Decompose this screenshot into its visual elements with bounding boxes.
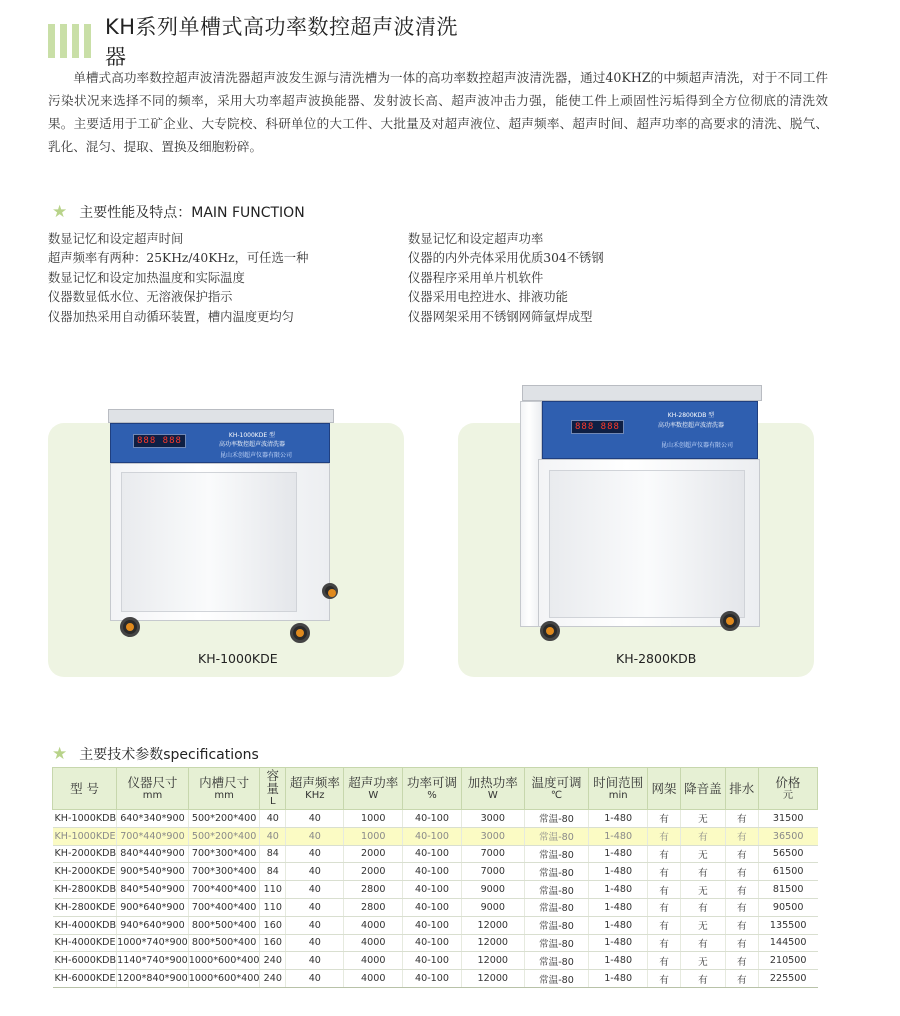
feature-item: 仪器的内外壳体采用优质304不锈钢	[408, 251, 604, 266]
table-cell: 2000	[344, 845, 403, 863]
table-cell: 840*440*900	[117, 845, 189, 863]
table-cell: 1-480	[589, 881, 648, 899]
table-cell: 有	[725, 970, 758, 988]
feature-item: 仪器网架采用不锈钢网筛氩焊成型	[408, 309, 593, 324]
table-cell: 1-480	[589, 845, 648, 863]
digital-display: 888 888	[133, 434, 186, 448]
table-cell: 有	[648, 827, 681, 845]
specs-heading	[52, 744, 259, 764]
column-header	[53, 768, 117, 810]
table-cell: 1140*740*900	[117, 952, 189, 970]
column-header-label: 型 号	[70, 781, 100, 796]
table-cell: 40	[260, 810, 286, 828]
table-cell: 1000	[344, 810, 403, 828]
column-header-unit: 元	[782, 789, 793, 801]
column-header-unit: mm	[214, 789, 234, 801]
table-cell: 1-480	[589, 810, 648, 828]
table-cell: 500*200*400	[188, 827, 260, 845]
table-cell: 有	[648, 810, 681, 828]
column-header	[524, 768, 589, 810]
table-cell: 有	[648, 898, 681, 916]
star-icon: ★	[52, 744, 68, 764]
column-header-unit: W	[487, 789, 498, 801]
table-cell: 有	[681, 934, 726, 952]
table-cell: 2000	[344, 863, 403, 881]
control-panel	[542, 401, 758, 459]
specs-table	[52, 767, 818, 988]
column-header	[725, 768, 758, 810]
table-cell: 40	[286, 827, 344, 845]
features-heading-text: 主要性能及特点：MAIN FUNCTION	[79, 205, 305, 221]
table-cell: KH-6000KDE	[53, 970, 117, 988]
table-cell: 4000	[344, 916, 403, 934]
table-cell: 有	[725, 863, 758, 881]
table-cell: 36500	[758, 827, 817, 845]
feature-item: 仪器加热采用自动循环装置，槽内温度更均匀	[48, 309, 294, 324]
table-cell: 无	[681, 810, 726, 828]
table-cell: 700*300*400	[188, 863, 260, 881]
table-cell: 700*400*400	[188, 881, 260, 899]
column-header-unit: mm	[142, 789, 163, 801]
table-cell: 90500	[758, 898, 817, 916]
table-cell: KH-1000KDE	[53, 827, 117, 845]
table-cell: 40-100	[403, 845, 462, 863]
column-header	[188, 768, 260, 810]
table-cell: 40-100	[403, 810, 462, 828]
features-heading	[52, 202, 305, 222]
table-cell: 210500	[758, 952, 817, 970]
page-title: KH系列单槽式高功率数控超声波清洗器	[105, 15, 459, 69]
product-label: KH-1000KDE	[198, 651, 278, 666]
column-header-label: 价格	[775, 774, 801, 790]
column-header	[758, 768, 817, 810]
table-cell: 900*540*900	[117, 863, 189, 881]
table-row	[53, 916, 818, 934]
table-cell: 有	[725, 952, 758, 970]
column-header-unit: KHz	[305, 789, 325, 801]
column-header-label: 时间范围	[593, 774, 644, 790]
column-header	[286, 768, 344, 810]
column-header-unit: min	[608, 789, 628, 801]
table-cell: 81500	[758, 881, 817, 899]
star-icon: ★	[52, 202, 68, 222]
table-cell: 有	[648, 863, 681, 881]
table-cell: 1000*740*900	[117, 934, 189, 952]
column-header-label: 容量	[266, 768, 280, 796]
table-cell: 有	[725, 810, 758, 828]
panel-desc-text: 高功率数控超声波清洗器	[218, 441, 285, 448]
table-cell: 1-480	[589, 970, 648, 988]
table-cell: 40	[286, 916, 344, 934]
table-cell: 1-480	[589, 863, 648, 881]
table-cell: KH-2000KDB	[53, 845, 117, 863]
table-cell: 40-100	[403, 952, 462, 970]
table-row	[53, 952, 818, 970]
table-cell: 40-100	[403, 863, 462, 881]
table-row	[53, 934, 818, 952]
table-cell: 1000*600*400	[188, 952, 260, 970]
table-cell: 有	[725, 827, 758, 845]
table-cell: 240	[260, 952, 286, 970]
table-cell: 700*440*900	[117, 827, 189, 845]
column-header	[648, 768, 681, 810]
table-cell: 4000	[344, 952, 403, 970]
table-cell: 1000	[344, 827, 403, 845]
table-cell: 1-480	[589, 898, 648, 916]
table-cell: 900*640*900	[117, 898, 189, 916]
table-cell: 700*400*400	[188, 898, 260, 916]
column-header-unit: L	[270, 796, 276, 807]
table-cell: 常温-80	[524, 916, 589, 934]
feature-item: 仪器数显低水位、无溶液保护指示	[48, 290, 233, 305]
table-cell: KH-1000KDB	[53, 810, 117, 828]
table-cell: 160	[260, 934, 286, 952]
table-cell: 9000	[461, 881, 524, 899]
panel-model-text: KH-1000KDE 型	[228, 432, 276, 439]
table-cell: 40	[286, 934, 344, 952]
table-cell: 有	[681, 827, 726, 845]
product-panel-kh-1000kde	[48, 423, 404, 677]
table-row	[53, 898, 818, 916]
panel-brand-text: 昆山禾创超声仪器有限公司	[219, 452, 292, 459]
table-cell: KH-2000KDE	[53, 863, 117, 881]
column-header-label: 功率可调	[406, 774, 457, 790]
column-header	[260, 768, 286, 810]
feature-item: 数显记忆和设定超声功率	[408, 232, 544, 246]
table-cell: 40-100	[403, 827, 462, 845]
table-row	[53, 863, 818, 881]
table-cell: 有	[725, 934, 758, 952]
feature-item: 仪器采用电控进水、排液功能	[408, 290, 568, 305]
column-header	[681, 768, 726, 810]
table-cell: 940*640*900	[117, 916, 189, 934]
table-cell: 7000	[461, 845, 524, 863]
table-cell: 1000*600*400	[188, 970, 260, 988]
table-cell: 40	[286, 845, 344, 863]
table-cell: 无	[681, 952, 726, 970]
column-header-label: 网架	[651, 781, 677, 796]
control-panel	[110, 423, 330, 463]
table-body	[53, 810, 818, 988]
table-cell: 无	[681, 845, 726, 863]
table-cell: 有	[681, 863, 726, 881]
column-header-unit: W	[368, 789, 379, 801]
digital-display: 888 888	[571, 420, 624, 434]
table-cell: 常温-80	[524, 898, 589, 916]
table-cell: 700*300*400	[188, 845, 260, 863]
table-cell: 800*500*400	[188, 934, 260, 952]
column-header-label: 超声功率	[348, 774, 399, 790]
table-cell: 40	[286, 810, 344, 828]
table-row	[53, 810, 818, 828]
table-cell: 常温-80	[524, 881, 589, 899]
table-cell: 110	[260, 898, 286, 916]
table-cell: 40	[286, 970, 344, 988]
column-header	[589, 768, 648, 810]
page-header	[48, 15, 468, 69]
table-cell: 常温-80	[524, 970, 589, 988]
table-cell: 12000	[461, 952, 524, 970]
table-cell: 4000	[344, 934, 403, 952]
column-header	[344, 768, 403, 810]
table-cell: 40	[286, 881, 344, 899]
column-header	[403, 768, 462, 810]
features-list	[48, 230, 808, 327]
table-cell: 1-480	[589, 916, 648, 934]
table-cell: 9000	[461, 898, 524, 916]
column-header	[461, 768, 524, 810]
table-cell: 40-100	[403, 881, 462, 899]
product-label: KH-2800KDB	[616, 651, 697, 666]
column-header	[117, 768, 189, 810]
table-cell: 1-480	[589, 934, 648, 952]
table-cell: 2800	[344, 898, 403, 916]
table-cell: 常温-80	[524, 845, 589, 863]
table-cell: 常温-80	[524, 952, 589, 970]
table-cell: 有	[648, 916, 681, 934]
wheel-icon	[540, 621, 560, 641]
table-cell: 12000	[461, 970, 524, 988]
column-header-unit: %	[427, 789, 437, 801]
table-cell: 无	[681, 916, 726, 934]
table-cell: 40-100	[403, 916, 462, 934]
table-cell: 1-480	[589, 827, 648, 845]
column-header-label: 仪器尺寸	[127, 774, 178, 790]
table-cell: 有	[725, 845, 758, 863]
table-cell: 3000	[461, 827, 524, 845]
table-cell: 常温-80	[524, 934, 589, 952]
table-cell: 有	[648, 952, 681, 970]
table-cell: 84	[260, 845, 286, 863]
product-image-kh-1000kde	[104, 409, 338, 641]
table-cell: 1-480	[589, 952, 648, 970]
table-cell: 2800	[344, 881, 403, 899]
table-row	[53, 970, 818, 988]
table-cell: 12000	[461, 934, 524, 952]
feature-item: 超声频率有两种：25KHz/40KHz，可任选一种	[48, 251, 309, 266]
table-cell: 有	[648, 970, 681, 988]
table-cell: KH-6000KDB	[53, 952, 117, 970]
table-cell: 135500	[758, 916, 817, 934]
feature-item: 数显记忆和设定加热温度和实际温度	[48, 270, 245, 285]
specs-heading-text: 主要技术参数specifications	[79, 747, 259, 763]
table-cell: KH-4000KDE	[53, 934, 117, 952]
table-cell: 40-100	[403, 898, 462, 916]
column-header-unit: ℃	[550, 789, 563, 801]
table-cell: 40-100	[403, 934, 462, 952]
table-cell: 110	[260, 881, 286, 899]
column-header-label: 内槽尺寸	[199, 774, 250, 790]
table-cell: 500*200*400	[188, 810, 260, 828]
table-cell: 40	[286, 863, 344, 881]
table-cell: 12000	[461, 916, 524, 934]
panel-desc-text: 高功率数控超声波清洗器	[657, 422, 724, 429]
table-row	[53, 845, 818, 863]
table-cell: 有	[725, 881, 758, 899]
table-cell: 有	[725, 898, 758, 916]
table-cell: 31500	[758, 810, 817, 828]
table-cell: 有	[681, 970, 726, 988]
table-cell: 有	[648, 845, 681, 863]
table-cell: 4000	[344, 970, 403, 988]
feature-item: 仪器程序采用单片机软件	[408, 270, 544, 285]
column-header-label: 超声频率	[289, 774, 340, 790]
table-row	[53, 827, 818, 845]
wheel-icon	[720, 611, 740, 631]
product-panel-kh-2800kdb	[458, 412, 814, 677]
table-cell: 640*340*900	[117, 810, 189, 828]
column-header-label: 降音盖	[684, 781, 722, 796]
table-cell: 常温-80	[524, 810, 589, 828]
table-cell: 常温-80	[524, 863, 589, 881]
table-cell: 40	[286, 952, 344, 970]
table-cell: 840*540*900	[117, 881, 189, 899]
table-cell: 240	[260, 970, 286, 988]
table-cell: 常温-80	[524, 827, 589, 845]
column-header-label: 温度可调	[531, 774, 582, 790]
product-image-kh-2800kdb	[518, 385, 764, 647]
table-cell: 无	[681, 881, 726, 899]
table-cell: 84	[260, 863, 286, 881]
table-cell: 7000	[461, 863, 524, 881]
column-header-label: 加热功率	[467, 774, 518, 790]
table-cell: 40	[286, 898, 344, 916]
table-cell: 有	[648, 934, 681, 952]
table-cell: 225500	[758, 970, 817, 988]
table-cell: 160	[260, 916, 286, 934]
intro-paragraph: 单槽式高功率数控超声波清洗器超声波发生源与清洗槽为一体的高功率数控超声波清洗器，通过40KHZ的中频超声清洗，对于不同工件污染状况来选择不同的频率，采用大功率超声波换能器、发射波长高、超声波冲击力强，能使工件上顽固性污垢得到全方位彻底的清洗效果。主要适用于工矿企业、大专院校、科研单位的大工件、大批量及对超声液位、超声频率、超声时间、超声功率的高要求的清洗、脱气、乳化、混匀、提取、置换及细胞粉碎。	[48, 70, 828, 154]
table-cell: KH-2800KDB	[53, 881, 117, 899]
table-cell: 61500	[758, 863, 817, 881]
header-decoration-bars	[48, 24, 91, 58]
table-cell: KH-2800KDE	[53, 898, 117, 916]
feature-item: 数显记忆和设定超声时间	[48, 232, 184, 246]
table-cell: 有	[681, 898, 726, 916]
table-cell: 3000	[461, 810, 524, 828]
table-cell: 40-100	[403, 970, 462, 988]
table-cell: 有	[648, 881, 681, 899]
table-cell: 有	[725, 916, 758, 934]
table-cell: 56500	[758, 845, 817, 863]
panel-brand-text: 昆山禾创超声仪器有限公司	[660, 442, 733, 449]
wheel-icon	[322, 583, 338, 599]
wheel-icon	[290, 623, 310, 643]
column-header-label: 排水	[729, 781, 755, 796]
table-cell: KH-4000KDB	[53, 916, 117, 934]
table-cell: 800*500*400	[188, 916, 260, 934]
table-row	[53, 881, 818, 899]
table-cell: 1200*840*900	[117, 970, 189, 988]
panel-model-text: KH-2800KDB 型	[667, 412, 715, 419]
wheel-icon	[120, 617, 140, 637]
table-header-row	[53, 768, 818, 810]
table-cell: 144500	[758, 934, 817, 952]
table-cell: 40	[260, 827, 286, 845]
